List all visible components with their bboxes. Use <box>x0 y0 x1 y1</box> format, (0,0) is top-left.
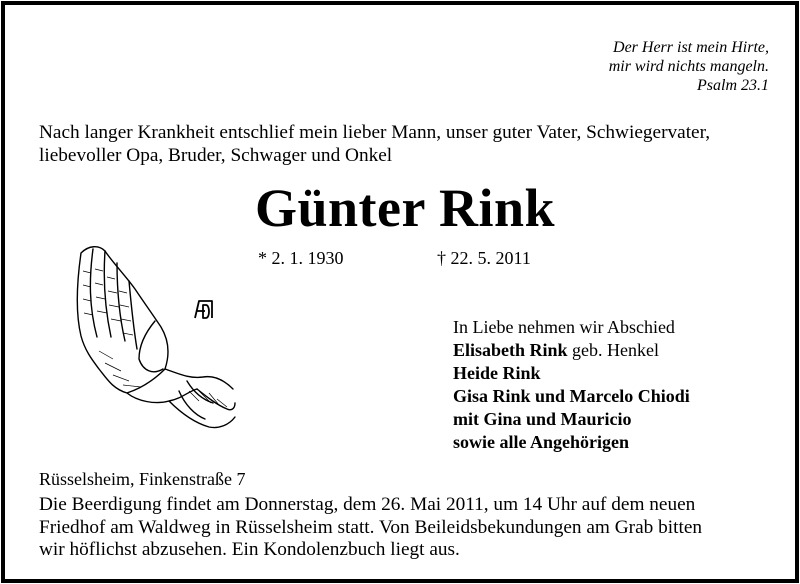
mourner-line-5 <box>453 431 690 454</box>
psalm-line-1: Der Herr ist mein Hirte, <box>613 39 769 56</box>
mourner-maiden-name: geb. Henkel <box>567 340 660 360</box>
funeral-notice <box>39 494 779 562</box>
praying-hands-icon <box>69 241 239 431</box>
obituary-frame <box>1 1 799 583</box>
mourner-name-2: Heide Rink <box>453 363 541 383</box>
deceased-name: Günter Rink <box>254 178 556 238</box>
mourner-name-1: Elisabeth Rink <box>453 340 568 360</box>
mourner-name-5: sowie alle Angehörigen <box>453 432 629 452</box>
mourners-heading: In Liebe nehmen wir Abschied <box>453 317 675 337</box>
mourner-name-3: Gisa Rink und Marcelo Chiodi <box>453 386 690 406</box>
psalm-quote <box>609 38 769 95</box>
intro-line-1: Nach langer Krankheit entschlief mein lieber Mann, unser guter Vater, Schwiegervater, <box>39 122 711 143</box>
death-date: † 22. 5. 2011 <box>437 248 531 268</box>
intro-line-2: liebevoller Opa, Bruder, Schwager und Onkel <box>39 145 393 166</box>
mourner-line-3 <box>453 385 690 408</box>
address: Rüsselsheim, Finkenstraße 7 <box>39 469 246 489</box>
psalm-source: Psalm 23.1 <box>697 77 769 94</box>
mourner-name-4: mit Gina und Mauricio <box>453 409 632 429</box>
funeral-line-2: Friedhof am Waldweg in Rüsselsheim statt. Von Beileidsbekundungen am Grab bitten <box>39 516 703 538</box>
monogram-icon <box>193 298 215 320</box>
mourner-line-1 <box>453 339 690 362</box>
psalm-line-2: mir wird nichts mangeln. <box>608 58 769 75</box>
mourners-block <box>453 316 690 454</box>
intro-text <box>39 121 779 167</box>
mourner-line-4 <box>453 408 690 431</box>
birth-date: * 2. 1. 1930 <box>258 248 344 268</box>
mourner-line-2 <box>453 362 690 385</box>
funeral-line-1: Die Beerdigung findet am Donnerstag, dem 26. Mai 2011, um 14 Uhr auf dem neuen <box>39 494 696 515</box>
funeral-line-3: wir höflichst abzusehen. Ein Kondolenzbuch liegt aus. <box>39 539 460 560</box>
